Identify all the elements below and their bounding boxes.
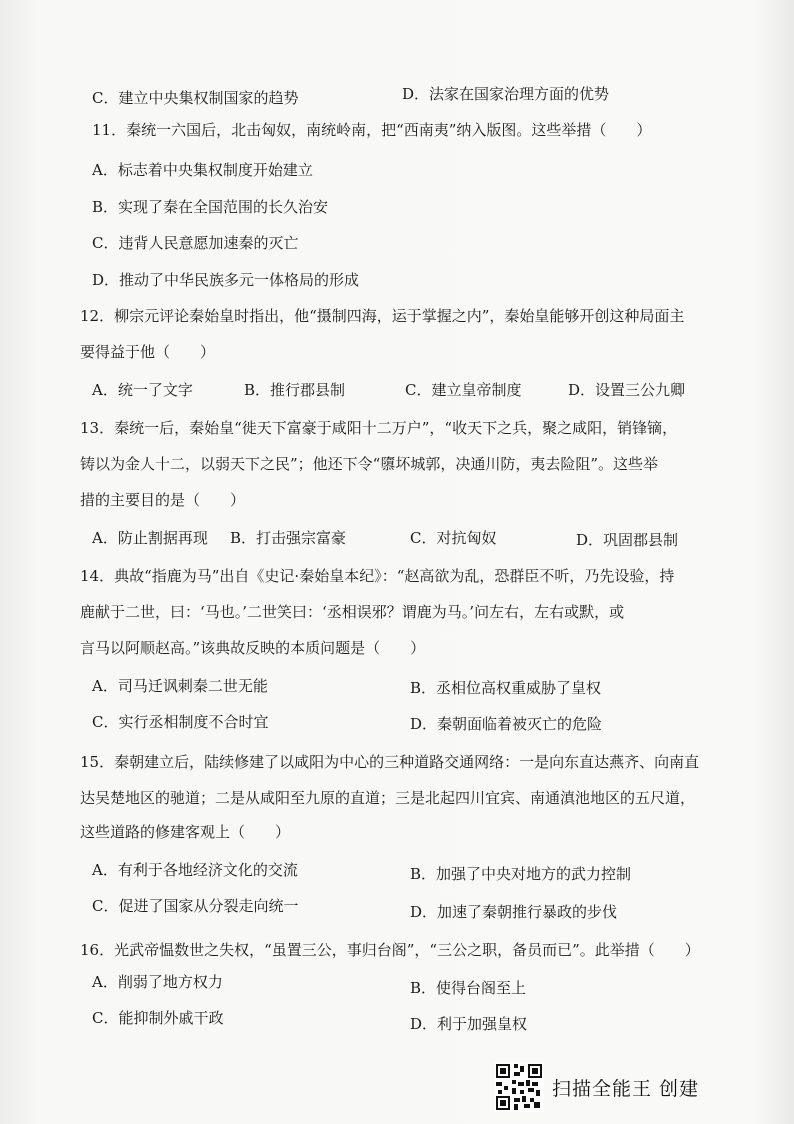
q15-stem-line3: 这些道路的修建客观上（ ） <box>80 823 291 841</box>
q14-option-a: A．司马迁讽刺秦二世无能 <box>92 677 268 695</box>
qr-code-icon <box>494 1062 544 1112</box>
q15-option-c: C．促进了国家从分裂走向统一 <box>92 897 299 915</box>
q16-stem: 16．光武帝愠数世之失权，“虽置三公，事归台阁”，“三公之职，备员而已”。此举措（ ） <box>80 941 700 959</box>
q13-option-d: D．巩固郡县制 <box>576 531 679 549</box>
q14-stem-line1: 14．典故“指鹿为马”出自《史记·秦始皇本纪》：“赵高欲为乱，恐群臣不听，乃先设验，持 <box>80 567 675 585</box>
q12-option-b: B．推行郡县制 <box>244 381 346 399</box>
q16-option-d: D．利于加强皇权 <box>410 1015 528 1033</box>
q13-option-b: B．打击强宗富豪 <box>230 529 347 547</box>
q10-option-c: C．建立中央集权制国家的趋势 <box>92 89 299 107</box>
q12-option-c: C．建立皇帝制度 <box>405 381 522 399</box>
q13-stem-line2: 铸以为金人十二，以弱天下之民”；他还下令“隳坏城郭，决通川防，夷去险阻”。这些举 <box>80 455 659 473</box>
q11-option-c: C．违背人民意愿加速秦的灭亡 <box>92 234 299 252</box>
scanner-watermark <box>494 1062 699 1112</box>
q14-option-d: D．秦朝面临着被灭亡的危险 <box>410 715 603 733</box>
scanner-label: 扫描全能王 创建 <box>552 1077 700 1100</box>
q15-option-b: B．加强了中央对地方的武力控制 <box>410 865 632 883</box>
q11-option-b: B．实现了秦在全国范围的长久治安 <box>92 198 329 216</box>
q16-option-a: A．削弱了地方权力 <box>92 973 223 991</box>
q14-option-b: B．丞相位高权重威胁了皇权 <box>410 679 602 697</box>
q12-stem-line1: 12．柳宗元评论秦始皇时指出，他“摄制四海，运于掌握之内”，秦始皇能够开创这种局面主 <box>80 307 685 325</box>
q11-stem: 11．秦统一六国后，北击匈奴，南统岭南，把“西南夷”纳入版图。这些举措（ ） <box>92 121 652 139</box>
q13-option-a: A．防止割据再现 <box>92 529 208 547</box>
q14-option-c: C．实行丞相制度不合时宜 <box>92 713 269 731</box>
q12-option-a: A．统一了文字 <box>92 381 193 399</box>
q13-option-c: C．对抗匈奴 <box>410 529 497 547</box>
q11-option-a: A．标志着中央集权制度开始建立 <box>92 161 313 179</box>
q15-option-a: A．有利于各地经济文化的交流 <box>92 861 298 879</box>
q16-option-c: C．能抑制外戚干政 <box>92 1009 224 1027</box>
q12-option-d: D．设置三公九卿 <box>568 381 686 399</box>
q16-option-b: B．使得台阁至上 <box>410 979 527 997</box>
q15-option-d: D．加速了秦朝推行暴政的步伐 <box>410 903 618 921</box>
q10-option-d: D．法家在国家治理方面的优势 <box>402 85 610 103</box>
q14-stem-line3: 言马以阿顺赵高。”该典故反映的本质问题是（ ） <box>80 639 426 657</box>
q13-stem-line3: 措的主要目的是（ ） <box>80 491 246 509</box>
q12-stem-line2: 要得益于他（ ） <box>80 343 216 361</box>
q14-stem-line2: 鹿献于二世，曰：‘马也。’二世笑曰：‘丞相误邪？谓鹿为马。’问左右，左右或默，或 <box>80 603 625 621</box>
q15-stem-line2: 达吴楚地区的驰道；二是从咸阳至九原的直道；三是北起四川宜宾、南通滇池地区的五尺道， <box>80 789 696 807</box>
q13-stem-line1: 13．秦统一后，秦始皇“徙天下富豪于咸阳十二万户”，“收天下之兵，聚之咸阳，销锋镝， <box>80 419 678 437</box>
q15-stem-line1: 15．秦朝建立后，陆续修建了以咸阳为中心的三种道路交通网络：一是向东直达燕齐、向南直 <box>80 753 700 771</box>
q11-option-d: D．推动了中华民族多元一体格局的形成 <box>92 271 360 289</box>
